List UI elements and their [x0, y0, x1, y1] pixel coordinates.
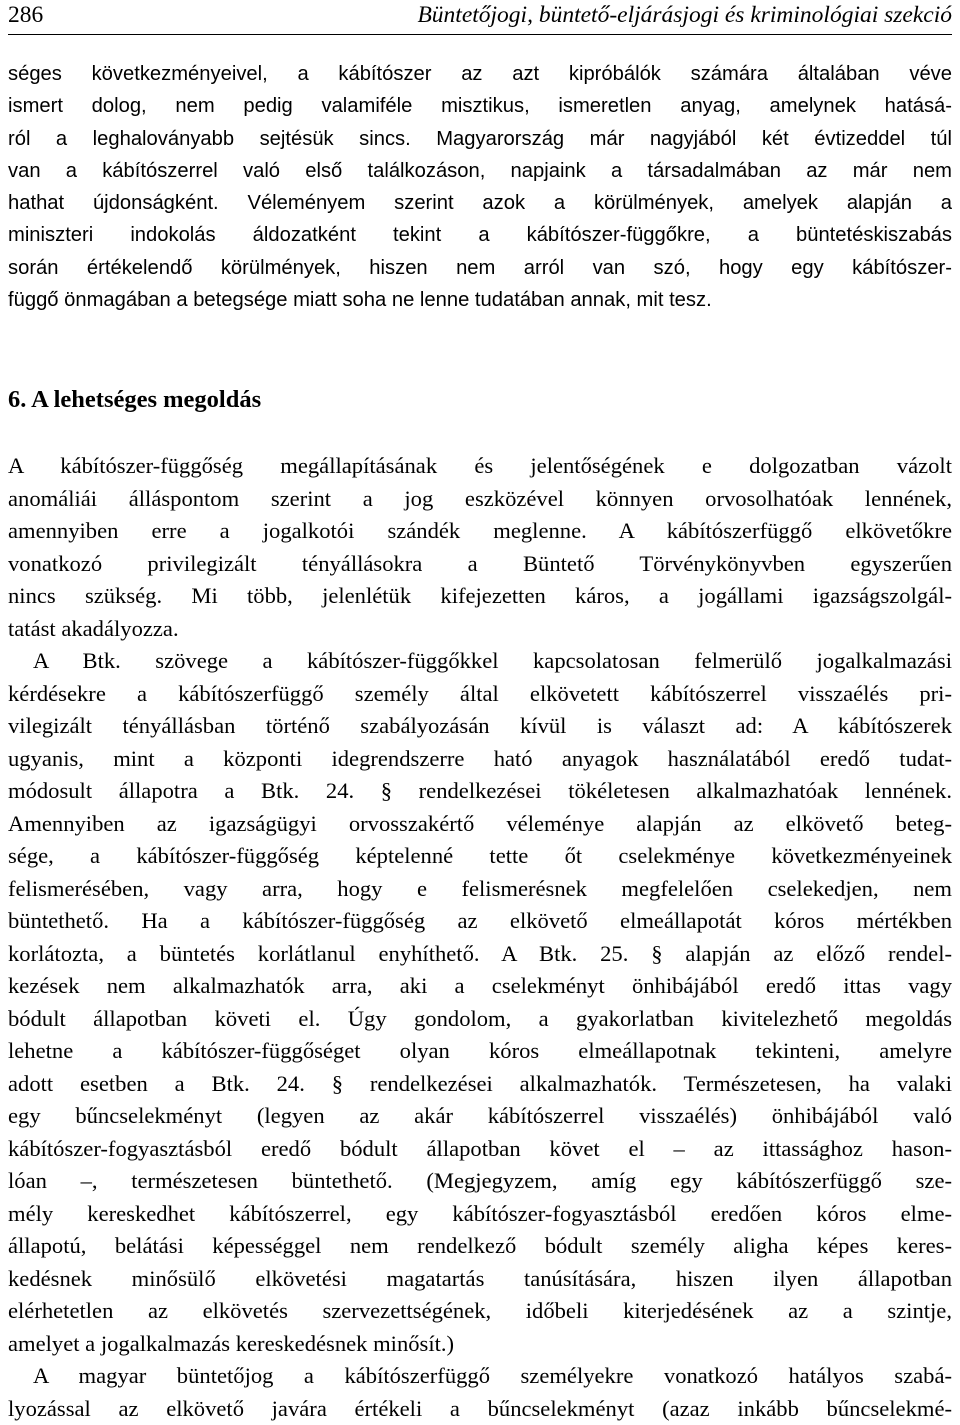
text-line: ról a leghaloványabb sejtésük sincs. Magyarország már nagyjából két évtizeddel túl [8, 127, 952, 150]
text-line: A Btk. szövege a kábítószer-függőkkel kapcsolatosan felmerülő jogalkalmazási [33, 648, 952, 673]
text-line: kérdésekre a kábítószerfüggő személy által elkövetett kábítószerrel visszaélés pri- [8, 680, 952, 706]
text-line: amelyet a jogalkalmazás kereskedésnek minősít.) [8, 1330, 455, 1356]
text-line: elérhetetlen az elkövetés szervezettségének, időbeli kiterjedésének az a szintje, [8, 1298, 952, 1323]
text-line: mély kereskedhet kábítószerrel, egy kábítószer-fogyasztásból eredően kóros elme- [8, 1200, 952, 1226]
section-body [8, 450, 952, 1425]
text-line: vilegizált tényállásban történő szabályozásán kívül is választ ad: A kábítószerek [8, 713, 952, 738]
text-line: ugyanis, mint a központi idegrendszerre ható anyagok használatából eredő tudat- [8, 745, 952, 771]
paragraph-3 [8, 1360, 952, 1425]
text-line: kedésnek minősülő elkövetési magatartás tanúsítására, hiszen ilyen állapotban [8, 1265, 952, 1291]
text-line: hathat újdonságként. Véleményem szerint azok a körülmények, amelyek alapján a [8, 192, 952, 215]
text-line: korlátozta, a büntetés korlátlanul enyhíthető. A Btk. 25. § alapján az előző rendel- [8, 940, 952, 966]
text-line: lehetne a kábítószer-függőséget olyan kóros elmeállapotnak tekinteni, amelyre [8, 1038, 952, 1063]
text-line: séges következményeivel, a kábítószer az azt kipróbálók számára általában véve [8, 63, 952, 85]
text-line: büntethető. Ha a kábítószer-függőség az elkövető elmeállapotát kóros mértékben [8, 908, 952, 933]
text-line: ismert dolog, nem pedig valamiféle misztikus, ismeretlen anyag, amelynek hatásá- [8, 95, 952, 118]
text-line: módosult állapotra a Btk. 24. § rendelkezései tökéletesen alkalmazhatóak lennének. [8, 778, 952, 803]
text-line: függő önmagában a betegsége miatt soha ne lenne tudatában annak, mit tesz. [8, 289, 712, 312]
text-line: miniszteri indokolás áldozatként tekint a kábítószer-függőkre, a büntetéskiszabás [8, 224, 952, 247]
text-line: során értékelendő körülmények, hiszen nem arról van szó, hogy egy kábítószer- [8, 256, 952, 279]
text-line: lyozással az elkövető javára értékeli a bűncselekményt (azaz inkább bűncselekmé- [8, 1395, 952, 1421]
intro-paragraph [8, 58, 952, 316]
text-line: bódult állapotban követi el. Úgy gondolom, a gyakorlatban kivitelezhető megoldás [8, 1005, 952, 1031]
text-line: van a kábítószerrel való első találkozáson, napjaink a társadalmában az már nem [8, 159, 952, 182]
text-line: felismerésében, vagy arra, hogy e felismerésnek megfelelően cselekedjen, nem [8, 875, 952, 901]
text-line: kezések nem alkalmazhatók arra, aki a cselekményt önhibájából eredő ittas vagy [8, 973, 952, 998]
running-head [8, 0, 952, 35]
text-line: vonatkozó privilegizált tényállásokra a Büntető Törvénykönyvben egyszerűen [8, 550, 952, 576]
text-line: kábítószer-fogyasztásból eredő bódult állapotban követ el – az ittassághoz hason- [8, 1135, 952, 1161]
paragraph-2 [8, 645, 952, 1360]
text-line: tatást akadályozza. [8, 615, 179, 641]
text-line: Amennyiben az igazságügyi orvosszakértő véleménye alapján az elkövető beteg- [8, 810, 952, 836]
text-line: állapotú, belátási képességgel nem rendelkező bódult személy aligha képes keres- [8, 1233, 952, 1258]
text-line: adott esetben a Btk. 24. § rendelkezései alkalmazhatók. Természetesen, ha valaki [8, 1070, 952, 1096]
text-line: sége, a kábítószer-függőség képtelenné tette őt cselekménye következményeinek [8, 843, 952, 868]
text-line: nincs szükség. Mi több, jelenlétük kifejezetten káros, a jogállami igazságszolgál- [8, 583, 952, 608]
text-line: egy bűncselekményt (legyen az akár kábítószerrel visszaélés) önhibájából való [8, 1103, 952, 1128]
text-line: amennyiben erre a jogalkotói szándék meglenne. A kábítószerfüggő elkövetőkre [8, 518, 952, 543]
text-line: anomáliái álláspontom szerint a jog eszközével könnyen orvosolhatóak lennének, [8, 485, 952, 511]
text-line: A kábítószer-függőség megállapításának és jelentőségének e dolgozatban vázolt [8, 453, 952, 478]
section-heading: 6. A lehetséges megoldás [8, 386, 262, 413]
text-line: A magyar büntetőjog a kábítószerfüggő személyekre vonatkozó hatályos szabá- [33, 1363, 952, 1388]
running-title: Büntetőjogi, büntető-eljárásjogi és kriminológiai szekció [417, 2, 952, 28]
text-line: lóan –, természetesen büntethető. (Megjegyzem, amíg egy kábítószerfüggő sze- [8, 1168, 952, 1193]
paragraph-1 [8, 450, 952, 645]
page-number: 286 [8, 2, 44, 28]
